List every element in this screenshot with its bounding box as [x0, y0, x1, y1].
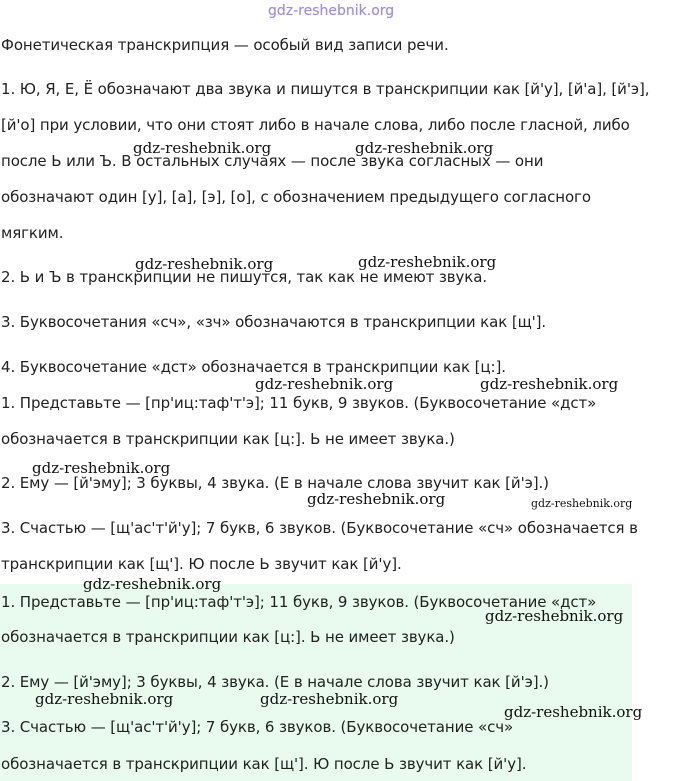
watermark: gdz-reshebnik.org	[480, 375, 619, 393]
answer-repeat-line: 3. Счастью — [щ'ас'т'й'у]; 7 букв, 6 звуков. (Буквосочетание «сч»	[1, 718, 514, 736]
watermark: gdz-reshebnik.org	[260, 690, 399, 708]
watermark: gdz-reshebnik.org	[485, 607, 624, 625]
watermark: gdz-reshebnik.org	[504, 703, 643, 721]
watermark: gdz-reshebnik.org	[135, 255, 274, 273]
watermark: gdz-reshebnik.org	[531, 497, 633, 510]
rule-line: 3. Буквосочетания «сч», «зч» обозначаются в транскрипции как [щ'].	[1, 313, 547, 331]
answer-line: 2. Ему — [й'эму]; 3 буквы, 4 звука. (Е в начале слова звучит как [й'э].)	[1, 474, 549, 492]
watermark: gdz-reshebnik.org	[358, 253, 497, 271]
rule-line: обозначают один [у], [а], [э], [о], с обозначением предыдущего согласного	[1, 188, 591, 206]
watermark: gdz-reshebnik.org	[133, 139, 272, 157]
answer-repeat-line: обозначается в транскрипции как [щ']. Ю после Ь звучит как [й'у].	[1, 755, 527, 773]
watermark: gdz-reshebnik.org	[307, 490, 446, 508]
watermark: gdz-reshebnik.org	[32, 459, 171, 477]
header-watermark: gdz-reshebnik.org	[268, 3, 395, 19]
intro-text: Фонетическая транскрипция — особый вид записи речи.	[1, 36, 449, 54]
answer-repeat-line: обозначается в транскрипции как [ц:]. Ь не имеет звука.)	[1, 628, 455, 646]
answer-line: транскрипции как [щ']. Ю после Ь звучит как [й'у].	[1, 555, 402, 573]
answer-repeat-line: 2. Ему — [й'эму]; 3 буквы, 4 звука. (Е в начале слова звучит как [й'э].)	[1, 673, 549, 691]
watermark: gdz-reshebnik.org	[355, 139, 494, 157]
rule-line: мягким.	[1, 224, 64, 242]
rule-line: [й'о] при условии, что они стоят либо в начале слова, либо после гласной, либо	[1, 116, 630, 134]
watermark: gdz-reshebnik.org	[35, 690, 174, 708]
answer-line: обозначается в транскрипции как [ц:]. Ь не имеет звука.)	[1, 430, 455, 448]
answer-line: 3. Счастью — [щ'ас'т'й'у]; 7 букв, 6 звуков. (Буквосочетание «сч» обозначается в	[1, 519, 638, 537]
rule-line: после Ь или Ъ. В остальных случаях — после звука согласных — они	[1, 152, 544, 170]
rule-line: 4. Буквосочетание «дст» обозначается в транскрипции как [ц:].	[1, 358, 506, 376]
answer-line: 1. Представьте — [пр'иц:таф'т'э]; 11 букв, 9 звуков. (Буквосочетание «дст»	[1, 394, 597, 412]
rule-line: 1. Ю, Я, Е, Ё обозначают два звука и пишутся в транскрипции как [й'у], [й'а], [й'э],	[1, 80, 650, 98]
watermark: gdz-reshebnik.org	[83, 575, 222, 593]
watermark: gdz-reshebnik.org	[255, 375, 394, 393]
answer-repeat-line: 1. Представьте — [пр'иц:таф'т'э]; 11 букв, 9 звуков. (Буквосочетание «дст»	[1, 593, 597, 611]
rule-line: 2. Ь и Ъ в транскрипции не пишутся, так как не имеют звука.	[1, 268, 488, 286]
